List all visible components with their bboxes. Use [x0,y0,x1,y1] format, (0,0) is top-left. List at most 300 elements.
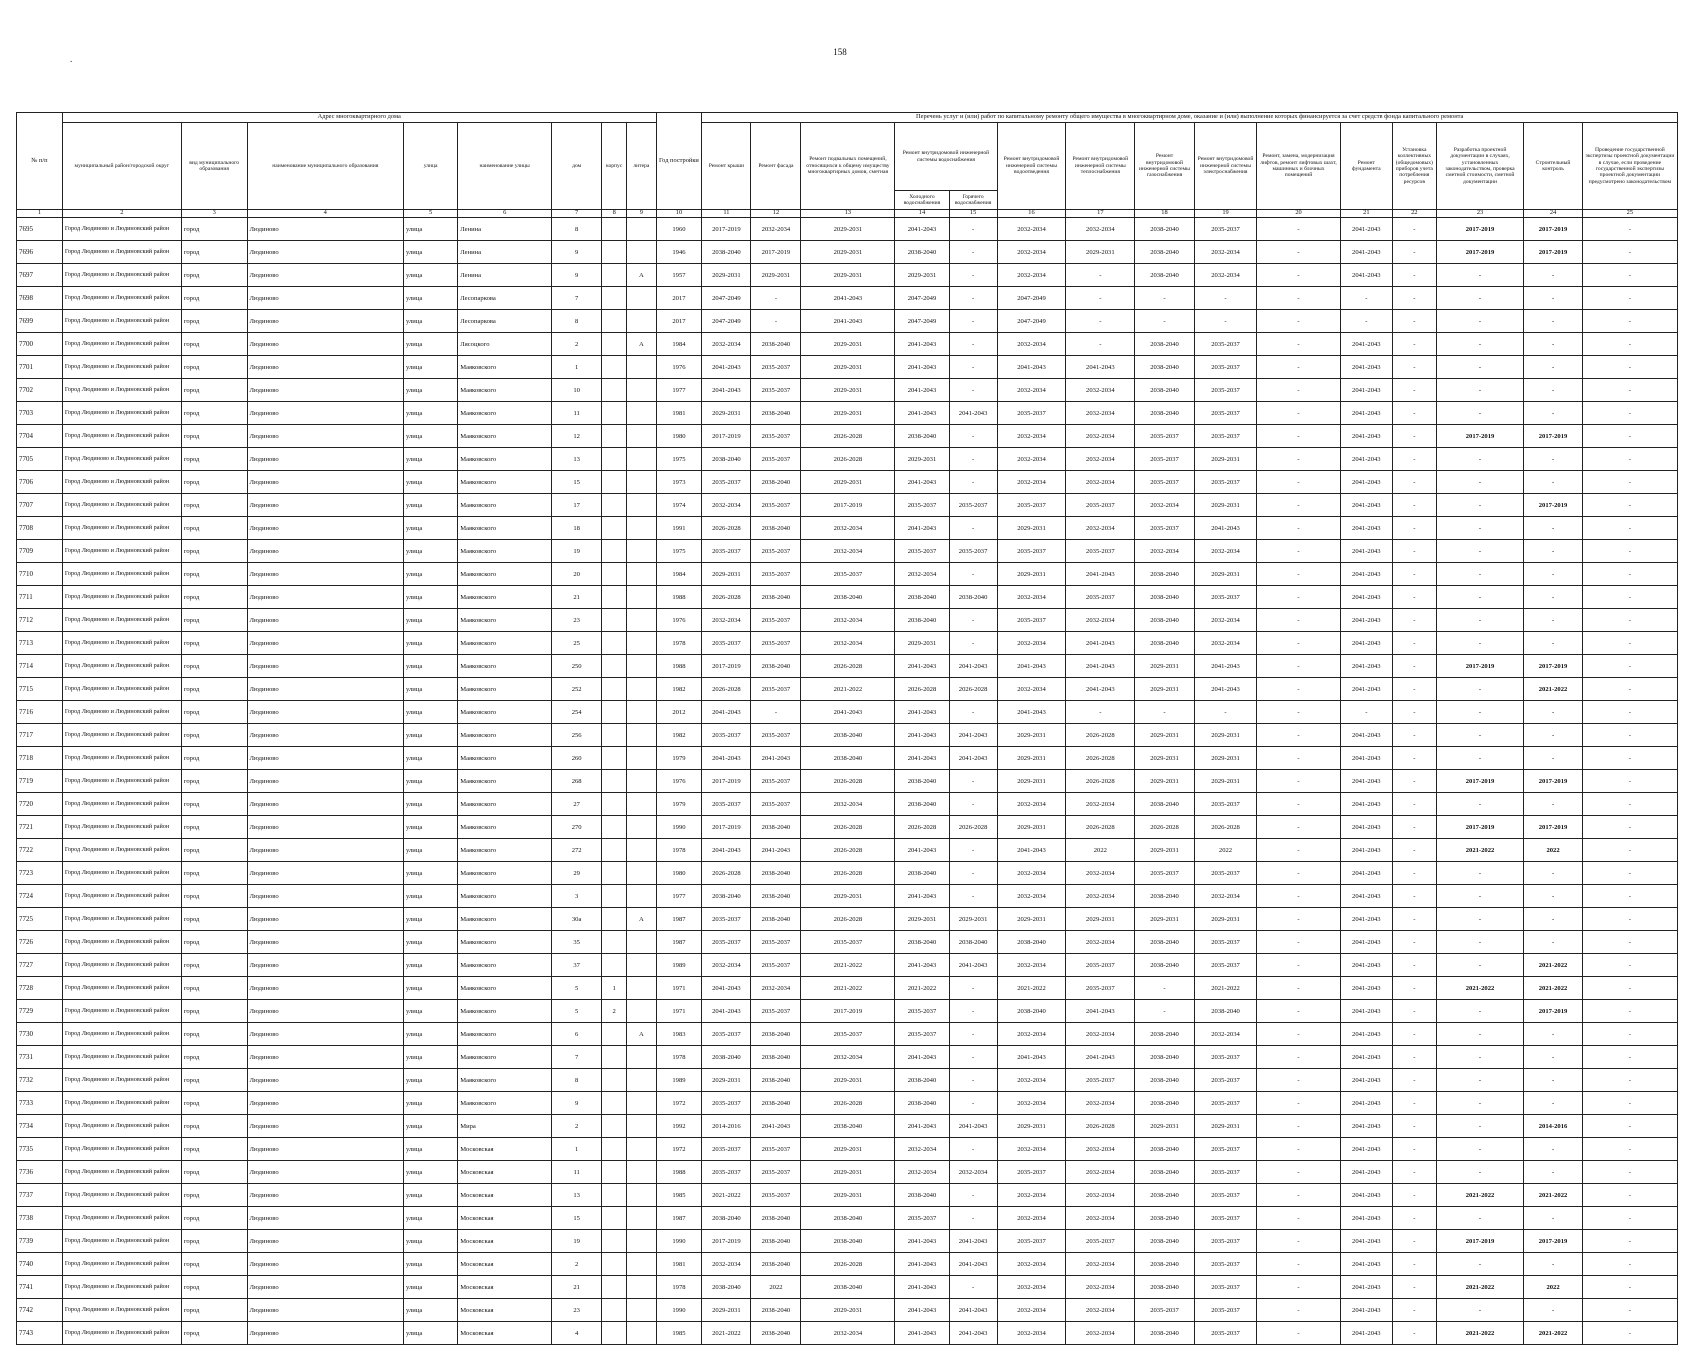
cell-design: - [1436,609,1524,632]
cell-expertise: - [1582,563,1677,586]
cell-facade: 2041-2043 [751,839,801,862]
col-lift: Ремонт, замена, модернизация лифтов, ремонт лифтовых шахт, машинных и блочных помещений [1257,123,1340,210]
cell-control: - [1524,448,1582,471]
cell-district: Город Людиново и Людиновский район [62,839,181,862]
col-korpus: корпус [602,123,627,210]
cell-gas: 2032-2034 [1135,494,1194,517]
cell-litera: А [627,333,656,356]
cell-litera [627,563,656,586]
cell-heat: 2041-2043 [1066,563,1135,586]
cell-mo-name: Людиново [247,264,403,287]
cell-elec: 2032-2034 [1194,540,1257,563]
cell-house: 10 [552,379,602,402]
cell-year: 1991 [656,517,702,540]
column-index-cell: 24 [1524,210,1582,218]
cell-heat: 2032-2034 [1066,1299,1135,1322]
cell-facade: - [751,310,801,333]
cell-elec: 2032-2034 [1194,264,1257,287]
cell-korpus [602,908,627,931]
cell-roof: 2035-2037 [702,1023,751,1046]
cell-control: 2017-2019 [1524,655,1582,678]
cell-basement: 2038-2040 [801,747,895,770]
cell-street-name: Маяковского [458,494,552,517]
cell-expertise: - [1582,1276,1677,1299]
cell-mo-type: город [181,977,247,1000]
cell-basement: 2038-2040 [801,1207,895,1230]
cell-foundation: 2041-2043 [1340,241,1392,264]
group-address: Адрес многоквартирного дома [62,113,656,123]
table-row [17,632,1678,655]
cell-year: 1988 [656,655,702,678]
cell-facade: 2038-2040 [751,333,801,356]
cell-control: 2017-2019 [1524,218,1582,241]
cell-control: - [1524,287,1582,310]
cell-mo-type: город [181,241,247,264]
cell-mo-type: город [181,1000,247,1023]
cell-num: 7709 [17,540,63,563]
cell-sewer: 2041-2043 [997,655,1066,678]
cell-house: 270 [552,816,602,839]
cell-elec: 2035-2037 [1194,793,1257,816]
cell-elec: 2035-2037 [1194,402,1257,425]
cell-house: 8 [552,218,602,241]
cell-heat: 2041-2043 [1066,678,1135,701]
cell-cold: 2029-2031 [895,448,949,471]
cell-street-name: Маяковского [458,862,552,885]
cell-elec: - [1194,701,1257,724]
cell-roof: 2029-2031 [702,1069,751,1092]
cell-heat: 2032-2034 [1066,1207,1135,1230]
cell-mo-name: Людиново [247,816,403,839]
cell-district: Город Людиново и Людиновский район [62,1092,181,1115]
cell-elec: - [1194,287,1257,310]
cell-heat: 2032-2034 [1066,471,1135,494]
cell-elec: 2035-2037 [1194,1253,1257,1276]
cell-design: 2021-2022 [1436,1322,1524,1345]
cell-street-name: Маяковского [458,517,552,540]
cell-mo-name: Людиново [247,287,403,310]
cell-street-type: улица [404,1253,458,1276]
cell-gas: 2038-2040 [1135,586,1194,609]
cell-litera [627,1230,656,1253]
cell-heat: 2029-2031 [1066,908,1135,931]
cell-expertise: - [1582,678,1677,701]
column-index-cell: 15 [949,210,997,218]
cell-basement: 2026-2028 [801,839,895,862]
cell-year: 1990 [656,816,702,839]
cell-num: 7696 [17,241,63,264]
cell-litera [627,218,656,241]
cell-lift: - [1257,931,1340,954]
cell-mo-type: город [181,402,247,425]
cell-sewer: 2041-2043 [997,839,1066,862]
column-index-cell: 17 [1066,210,1135,218]
cell-facade: - [751,287,801,310]
cell-house: 23 [552,1299,602,1322]
cell-litera [627,1161,656,1184]
cell-cold: 2038-2040 [895,862,949,885]
cell-elec: 2041-2043 [1194,517,1257,540]
cell-district: Город Людиново и Людиновский район [62,218,181,241]
cell-district: Город Людиново и Людиновский район [62,885,181,908]
cell-mo-name: Людиново [247,908,403,931]
cell-basement: 2029-2031 [801,241,895,264]
cell-elec: 2032-2034 [1194,885,1257,908]
cell-cold: 2041-2043 [895,885,949,908]
cell-lift: - [1257,816,1340,839]
cell-lift: - [1257,448,1340,471]
cell-year: 1984 [656,333,702,356]
cell-num: 7738 [17,1207,63,1230]
cell-mo-type: город [181,1092,247,1115]
cell-year: 1981 [656,402,702,425]
cell-design: - [1436,632,1524,655]
cell-basement: 2041-2043 [801,701,895,724]
cell-sewer: 2029-2031 [997,563,1066,586]
cell-elec: 2035-2037 [1194,333,1257,356]
cell-sewer: 2029-2031 [997,747,1066,770]
cell-roof: 2032-2034 [702,954,751,977]
cell-basement: 2035-2037 [801,931,895,954]
table-body [17,218,1678,1345]
column-index-cell: 3 [181,210,247,218]
cell-year: 1972 [656,1138,702,1161]
cell-year: 1989 [656,1069,702,1092]
cell-control: - [1524,1069,1582,1092]
cell-street-type: улица [404,954,458,977]
cell-design: - [1436,1207,1524,1230]
cell-sewer: 2047-2049 [997,310,1066,333]
cell-street-type: улица [404,586,458,609]
cell-meters: - [1392,540,1436,563]
cell-sewer: 2032-2034 [997,1299,1066,1322]
cell-mo-type: город [181,1184,247,1207]
cell-sewer: 2038-2040 [997,931,1066,954]
cell-foundation: 2041-2043 [1340,517,1392,540]
cell-year: 1982 [656,678,702,701]
cell-gas: 2038-2040 [1135,402,1194,425]
cell-street-name: Маяковского [458,839,552,862]
cell-design: - [1436,586,1524,609]
cell-gas: 2038-2040 [1135,793,1194,816]
cell-foundation: 2041-2043 [1340,1115,1392,1138]
cell-facade: 2032-2034 [751,977,801,1000]
cell-heat: - [1066,701,1135,724]
cell-lift: - [1257,954,1340,977]
cell-meters: - [1392,471,1436,494]
cell-mo-name: Людиново [247,448,403,471]
cell-lift: - [1257,1115,1340,1138]
cell-design: 2017-2019 [1436,655,1524,678]
cell-mo-type: город [181,287,247,310]
cell-facade: 2017-2019 [751,241,801,264]
cell-hot: - [949,1023,997,1046]
cell-street-type: улица [404,701,458,724]
cell-elec: 2035-2037 [1194,1299,1257,1322]
cell-expertise: - [1582,540,1677,563]
cell-roof: 2038-2040 [702,241,751,264]
cell-street-name: Маяковского [458,471,552,494]
cell-heat: 2035-2037 [1066,954,1135,977]
cell-basement: 2026-2028 [801,1092,895,1115]
cell-facade: 2022 [751,1276,801,1299]
cell-expertise: - [1582,770,1677,793]
cell-house: 5 [552,1000,602,1023]
cell-korpus [602,724,627,747]
cell-mo-name: Людиново [247,632,403,655]
cell-basement: 2032-2034 [801,517,895,540]
cell-district: Город Людиново и Людиновский район [62,287,181,310]
cell-hot: - [949,609,997,632]
cell-control: 2014-2016 [1524,1115,1582,1138]
cell-gas: 2035-2037 [1135,448,1194,471]
cell-hot: - [949,1092,997,1115]
cell-hot: 2026-2028 [949,816,997,839]
cell-foundation: 2041-2043 [1340,264,1392,287]
cell-meters: - [1392,1299,1436,1322]
cell-cold: 2041-2043 [895,839,949,862]
cell-roof: 2038-2040 [702,1207,751,1230]
cell-heat: 2029-2031 [1066,241,1135,264]
cell-roof: 2032-2034 [702,1253,751,1276]
cell-mo-type: город [181,517,247,540]
cell-expertise: - [1582,287,1677,310]
cell-num: 7715 [17,678,63,701]
cell-street-name: Маяковского [458,816,552,839]
page-number: 158 [833,47,847,57]
cell-street-type: улица [404,494,458,517]
cell-year: 1987 [656,931,702,954]
cell-year: 1946 [656,241,702,264]
cell-design: - [1436,1138,1524,1161]
cell-mo-name: Людиново [247,724,403,747]
cell-street-name: Маяковского [458,908,552,931]
cell-cold: 2038-2040 [895,931,949,954]
cell-foundation: 2041-2043 [1340,1000,1392,1023]
cell-hot: 2032-2034 [949,1161,997,1184]
table-row [17,1207,1678,1230]
col-num: № п/п [17,113,63,210]
cell-korpus [602,1253,627,1276]
cell-basement: 2029-2031 [801,333,895,356]
cell-foundation: 2041-2043 [1340,356,1392,379]
cell-basement: 2032-2034 [801,793,895,816]
cell-sewer: 2032-2034 [997,1322,1066,1345]
cell-heat: 2041-2043 [1066,632,1135,655]
cell-hot: 2035-2037 [949,540,997,563]
cell-street-type: улица [404,1230,458,1253]
cell-korpus [602,218,627,241]
cell-sewer: 2032-2034 [997,885,1066,908]
cell-design: - [1436,1161,1524,1184]
cell-basement: 2026-2028 [801,425,895,448]
cell-roof: 2035-2037 [702,931,751,954]
cell-design: - [1436,379,1524,402]
cell-korpus [602,885,627,908]
cell-korpus [602,632,627,655]
cell-mo-type: город [181,1299,247,1322]
cell-control: 2021-2022 [1524,678,1582,701]
cell-design: - [1436,310,1524,333]
cell-elec: 2029-2031 [1194,494,1257,517]
cell-year: 1980 [656,425,702,448]
cell-elec: 2035-2037 [1194,1184,1257,1207]
table-row [17,1000,1678,1023]
cell-hot: - [949,977,997,1000]
cell-control: - [1524,1092,1582,1115]
cell-num: 7735 [17,1138,63,1161]
cell-lift: - [1257,379,1340,402]
column-index-cell: 18 [1135,210,1194,218]
cell-sewer: 2032-2034 [997,333,1066,356]
cell-mo-name: Людиново [247,609,403,632]
cell-street-name: Ленина [458,264,552,287]
cell-control: - [1524,563,1582,586]
cell-foundation: 2041-2043 [1340,609,1392,632]
table-row [17,379,1678,402]
cell-litera [627,517,656,540]
cell-house: 15 [552,471,602,494]
cell-control: 2017-2019 [1524,241,1582,264]
cell-sewer: 2032-2034 [997,954,1066,977]
cell-lift: - [1257,310,1340,333]
cell-house: 8 [552,310,602,333]
cell-district: Город Людиново и Людиновский район [62,540,181,563]
cell-gas: 2038-2040 [1135,1023,1194,1046]
cell-roof: 2035-2037 [702,793,751,816]
table-row [17,1184,1678,1207]
cell-litera: А [627,908,656,931]
cell-facade: - [751,701,801,724]
col-year: Год постройки [656,113,702,210]
cell-litera [627,1207,656,1230]
table-row [17,724,1678,747]
cell-litera [627,471,656,494]
cell-lift: - [1257,1069,1340,1092]
table-row [17,1069,1678,1092]
cell-lift: - [1257,1046,1340,1069]
cell-street-name: Ленина [458,218,552,241]
cell-meters: - [1392,356,1436,379]
cell-korpus [602,954,627,977]
table-row [17,816,1678,839]
cell-elec: 2032-2034 [1194,1023,1257,1046]
cell-elec: 2035-2037 [1194,862,1257,885]
cell-lift: - [1257,701,1340,724]
cell-control: 2021-2022 [1524,954,1582,977]
cell-heat: 2032-2034 [1066,1276,1135,1299]
cell-litera [627,1092,656,1115]
cell-basement: 2029-2031 [801,1069,895,1092]
cell-street-name: Маяковского [458,701,552,724]
cell-year: 1957 [656,264,702,287]
cell-hot: 2041-2043 [949,1322,997,1345]
cell-cold: 2041-2043 [895,379,949,402]
cell-num: 7712 [17,609,63,632]
cell-street-type: улица [404,264,458,287]
cell-foundation: 2041-2043 [1340,954,1392,977]
table-row [17,1046,1678,1069]
cell-mo-name: Людиново [247,402,403,425]
cell-lift: - [1257,770,1340,793]
cell-control: 2017-2019 [1524,494,1582,517]
cell-num: 7710 [17,563,63,586]
cell-mo-name: Людиново [247,1207,403,1230]
cell-expertise: - [1582,310,1677,333]
cell-gas: 2038-2040 [1135,1046,1194,1069]
table-row [17,1230,1678,1253]
cell-hot: - [949,793,997,816]
cell-sewer: 2041-2043 [997,701,1066,724]
cell-house: 13 [552,448,602,471]
cell-expertise: - [1582,1322,1677,1345]
cell-num: 7737 [17,1184,63,1207]
cell-meters: - [1392,931,1436,954]
cell-expertise: - [1582,586,1677,609]
cell-hot: 2029-2031 [949,908,997,931]
cell-gas: 2029-2031 [1135,724,1194,747]
cell-lift: - [1257,287,1340,310]
cell-heat: 2026-2028 [1066,1115,1135,1138]
table-row [17,287,1678,310]
cell-street-name: Маяковского [458,885,552,908]
cell-district: Город Людиново и Людиновский район [62,862,181,885]
cell-mo-type: город [181,632,247,655]
cell-sewer: 2032-2034 [997,264,1066,287]
cell-foundation: 2041-2043 [1340,1299,1392,1322]
cell-basement: 2017-2019 [801,494,895,517]
cell-control: - [1524,540,1582,563]
cell-facade: 2038-2040 [751,1046,801,1069]
cell-street-type: улица [404,1184,458,1207]
cell-mo-type: город [181,655,247,678]
cell-expertise: - [1582,701,1677,724]
cell-lift: - [1257,1000,1340,1023]
cell-mo-type: город [181,862,247,885]
cell-house: 25 [552,632,602,655]
cell-gas: 2038-2040 [1135,1230,1194,1253]
cell-facade: 2038-2040 [751,1253,801,1276]
cell-korpus [602,1046,627,1069]
cell-design: - [1436,448,1524,471]
cell-elec: 2038-2040 [1194,1000,1257,1023]
cell-district: Город Людиново и Людиновский район [62,632,181,655]
cell-heat: - [1066,333,1135,356]
cell-gas: 2038-2040 [1135,954,1194,977]
cell-design: - [1436,931,1524,954]
cell-hot: 2041-2043 [949,402,997,425]
cell-hot: - [949,241,997,264]
cell-expertise: - [1582,218,1677,241]
table-row [17,333,1678,356]
cell-street-name: Маяковского [458,609,552,632]
cell-hot: 2041-2043 [949,747,997,770]
cell-gas: 2038-2040 [1135,885,1194,908]
cell-roof: 2041-2043 [702,1000,751,1023]
cell-korpus [602,356,627,379]
cell-house: 20 [552,563,602,586]
cell-mo-name: Людиново [247,655,403,678]
cell-year: 1971 [656,1000,702,1023]
cell-mo-type: город [181,747,247,770]
cell-street-name: Маяковского [458,1046,552,1069]
cell-facade: 2029-2031 [751,264,801,287]
cell-foundation: 2041-2043 [1340,1046,1392,1069]
cell-num: 7721 [17,816,63,839]
cell-roof: 2035-2037 [702,471,751,494]
table-row [17,931,1678,954]
cell-expertise: - [1582,402,1677,425]
